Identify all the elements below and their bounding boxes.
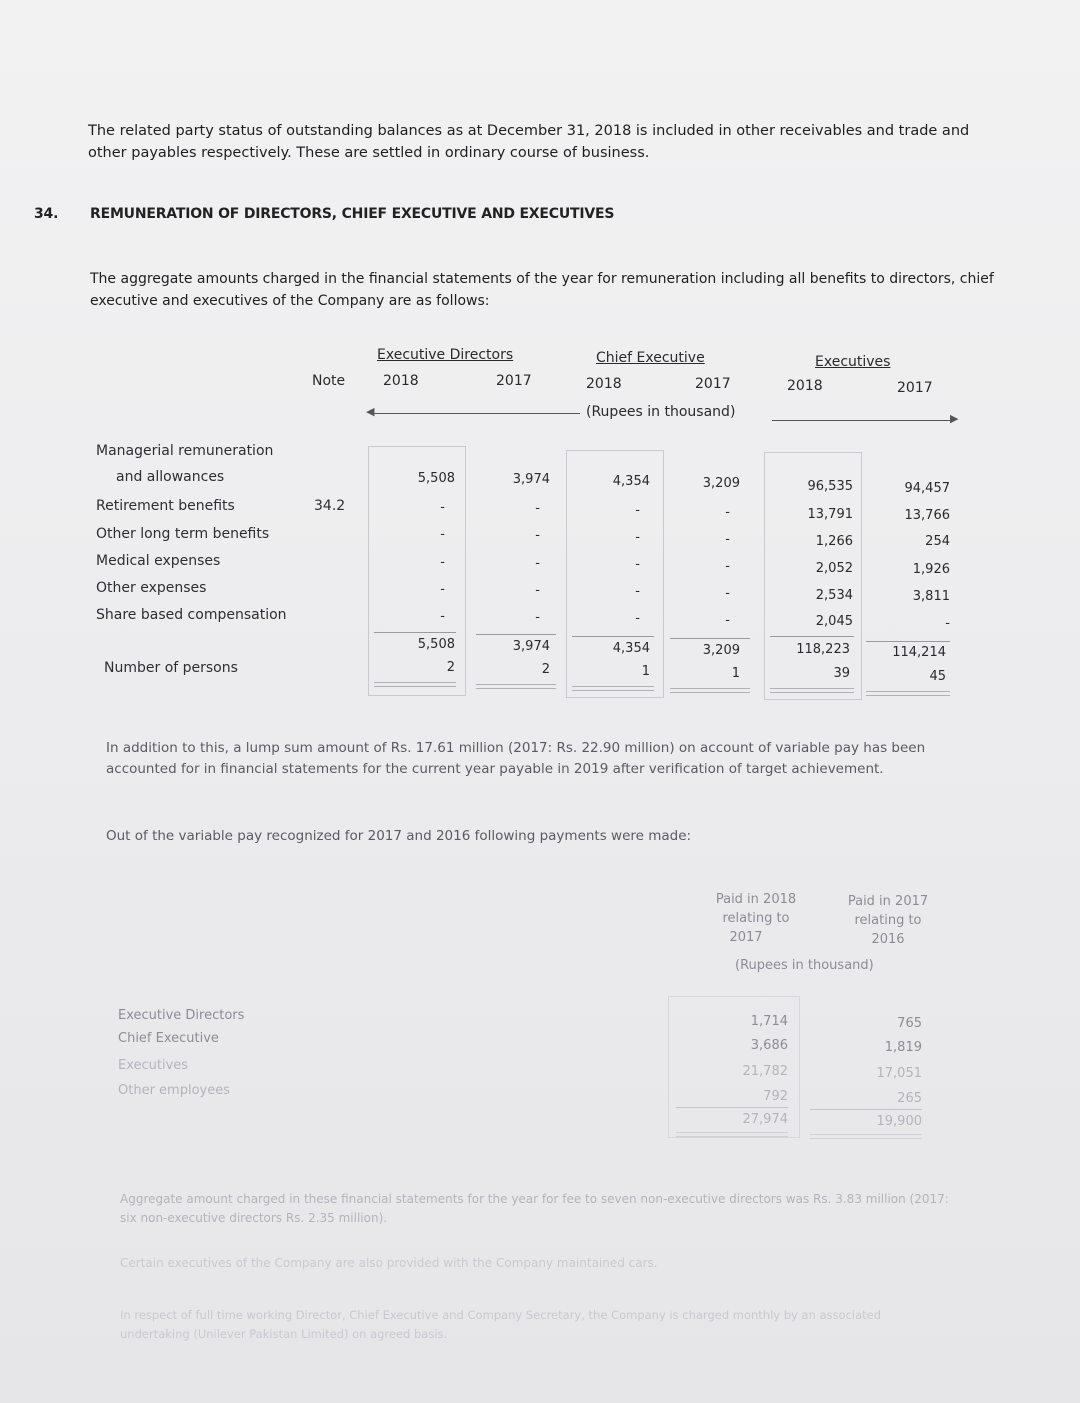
table-cell: - (635, 503, 640, 518)
payment-row-label: Chief Executive (118, 1031, 219, 1046)
table-cell: 96,535 (807, 479, 853, 494)
table-cell: 2,045 (815, 614, 853, 629)
chief-executive-header: Chief Executive (596, 350, 705, 366)
variable-pay-paragraph: In addition to this, a lump sum amount of Rs. 17.61 million (2017: Rs. 22.90 million) on account of variable pay has been accounted for in financial statements for the current year payable in 2019 after verification of target achievement. (106, 740, 926, 777)
year-header: 2018 (383, 373, 419, 389)
table-cell: - (535, 583, 540, 598)
subtotal-rule (374, 632, 456, 633)
table-cell: - (535, 556, 540, 571)
table-cell: 254 (925, 534, 950, 549)
payment-cell: 3,686 (750, 1038, 788, 1053)
persons-count: 45 (929, 669, 946, 684)
table-total: 3,974 (512, 639, 550, 654)
persons-count: 39 (833, 666, 850, 681)
table-cell: 4,354 (612, 474, 650, 489)
row-label: Managerial remuneration (96, 443, 274, 459)
payment-cell: 265 (897, 1091, 922, 1106)
subtotal-rule (476, 634, 556, 635)
row-label: Retirement benefits (96, 498, 235, 514)
payments-total: 19,900 (876, 1114, 922, 1129)
total-double-rule (670, 688, 750, 693)
subtotal-rule (670, 638, 750, 639)
table-cell: 94,457 (904, 481, 950, 496)
table-cell: 5,508 (417, 471, 455, 486)
table-cell: 3,974 (512, 472, 550, 487)
persons-count: 1 (641, 664, 650, 679)
total-double-rule (476, 684, 556, 689)
row-label: Medical expenses (96, 553, 221, 569)
associated-undertaking-paragraph: In respect of full time working Director, Chief Executive and Company Secretary, the Company is charged monthly by an associated undertaking (Unilever Pakistan Limited) on agreed basis. (120, 1308, 882, 1341)
table-cell: - (440, 527, 445, 542)
executive-directors-header: Executive Directors (377, 347, 514, 363)
table-total: 3,209 (702, 643, 740, 658)
table-cell: - (535, 501, 540, 516)
company-cars-paragraph: Certain executives of the Company are also provided with the Company maintained cars. (120, 1256, 658, 1270)
row-label: Other long term benefits (96, 526, 270, 542)
table-cell: - (440, 609, 445, 624)
paid-2018-header-line: 2017 (729, 930, 763, 945)
table-cell: 2,052 (815, 561, 853, 576)
paid-2017-header-line: Paid in 2017 (847, 894, 929, 909)
table-cell: - (440, 500, 445, 515)
table-cell: 1,926 (912, 562, 950, 577)
year-header: 2017 (897, 380, 933, 396)
total-double-rule (866, 691, 950, 696)
table-cell: - (635, 611, 640, 626)
payment-row-label: Other employees (118, 1083, 230, 1098)
section-title: REMUNERATION OF DIRECTORS, CHIEF EXECUTIVE AND EXECUTIVES (90, 206, 615, 222)
unit-arrow-left-line (372, 413, 580, 414)
persons-count: 2 (446, 660, 455, 675)
year-header: 2017 (695, 376, 731, 392)
payments-unit-label: (Rupees in thousand) (735, 958, 874, 973)
payments-total-double-rule (676, 1132, 788, 1137)
subtotal-rule (770, 636, 854, 637)
table-cell: - (535, 528, 540, 543)
table-cell: 13,766 (904, 508, 950, 523)
table-cell: 3,811 (912, 589, 950, 604)
year-header: 2018 (586, 376, 622, 392)
table-total: 4,354 (612, 641, 650, 656)
year-header: 2017 (496, 373, 532, 389)
row-label: and allowances (116, 469, 225, 485)
payments-total: 27,974 (742, 1112, 788, 1127)
total-double-rule (770, 688, 854, 693)
table-cell: - (725, 559, 730, 574)
arrow-left-icon: ◀ (366, 405, 375, 418)
table-cell: - (440, 555, 445, 570)
directors-fee-paragraph: Aggregate amount charged in these financial statements for the year for fee to seven non-executive directors was Rs. 3.83 million (2017: six non-executive directors Rs. 2.35 million). (120, 1192, 949, 1225)
table-cell: - (635, 557, 640, 572)
note-reference: 34.2 (314, 498, 346, 514)
table-cell: - (635, 584, 640, 599)
payments-intro: Out of the variable pay recognized for 2017 and 2016 following payments were made: (106, 828, 692, 844)
subtotal-rule (572, 636, 654, 637)
payments-subtotal-rule (676, 1107, 788, 1108)
persons-count: 2 (541, 662, 550, 677)
section-description: The aggregate amounts charged in the financial statements of the year for remuneration including all benefits to directors, chief executive and executives of the Company are as follows: (90, 271, 994, 309)
table-cell: - (725, 532, 730, 547)
table-total: 114,214 (892, 645, 946, 660)
total-double-rule (572, 686, 654, 691)
table-cell: 1,266 (815, 534, 853, 549)
note-column-header: Note (312, 373, 346, 389)
paid-2017-header-line: relating to (854, 913, 922, 928)
payment-row-label: Executives (118, 1058, 189, 1073)
unit-label: (Rupees in thousand) (586, 404, 736, 420)
executives-header: Executives (815, 354, 891, 370)
payment-cell: 17,051 (876, 1066, 922, 1081)
payment-cell: 1,714 (750, 1014, 788, 1029)
payment-cell: 1,819 (884, 1040, 922, 1055)
arrow-right-icon: ▶ (950, 412, 959, 425)
section-number: 34. (34, 206, 59, 222)
payments-total-double-rule (810, 1134, 922, 1139)
intro-paragraph: The related party status of outstanding balances as at December 31, 2018 is included in other receivables and trade and other payables respectively. These are settled in ordinary course of business. (88, 123, 970, 161)
table-cell: - (725, 586, 730, 601)
table-cell: - (535, 610, 540, 625)
payment-cell: 765 (897, 1016, 922, 1031)
paid-2018-header-line: Paid in 2018 (715, 892, 797, 907)
persons-label: Number of persons (104, 660, 238, 676)
persons-count: 1 (731, 666, 740, 681)
row-label: Other expenses (96, 580, 207, 596)
payment-cell: 21,782 (742, 1064, 788, 1079)
unit-arrow-right-line (772, 420, 952, 421)
table-cell: - (725, 613, 730, 628)
table-cell: - (440, 582, 445, 597)
table-cell: - (945, 616, 950, 631)
table-total: 5,508 (417, 637, 455, 652)
table-cell: - (635, 530, 640, 545)
paid-2018-header-line: relating to (722, 911, 790, 926)
paid-2017-header-line: 2016 (871, 932, 905, 947)
table-total: 118,223 (796, 642, 850, 657)
table-cell: 3,209 (702, 476, 740, 491)
payment-cell: 792 (763, 1089, 788, 1104)
payment-row-label: Executive Directors (118, 1008, 245, 1023)
table-cell: 13,791 (807, 507, 853, 522)
year-header: 2018 (787, 378, 823, 394)
total-double-rule (374, 682, 456, 687)
payments-subtotal-rule (810, 1109, 922, 1110)
table-cell: - (725, 505, 730, 520)
subtotal-rule (866, 641, 950, 642)
table-cell: 2,534 (815, 588, 853, 603)
row-label: Share based compensation (96, 607, 287, 623)
